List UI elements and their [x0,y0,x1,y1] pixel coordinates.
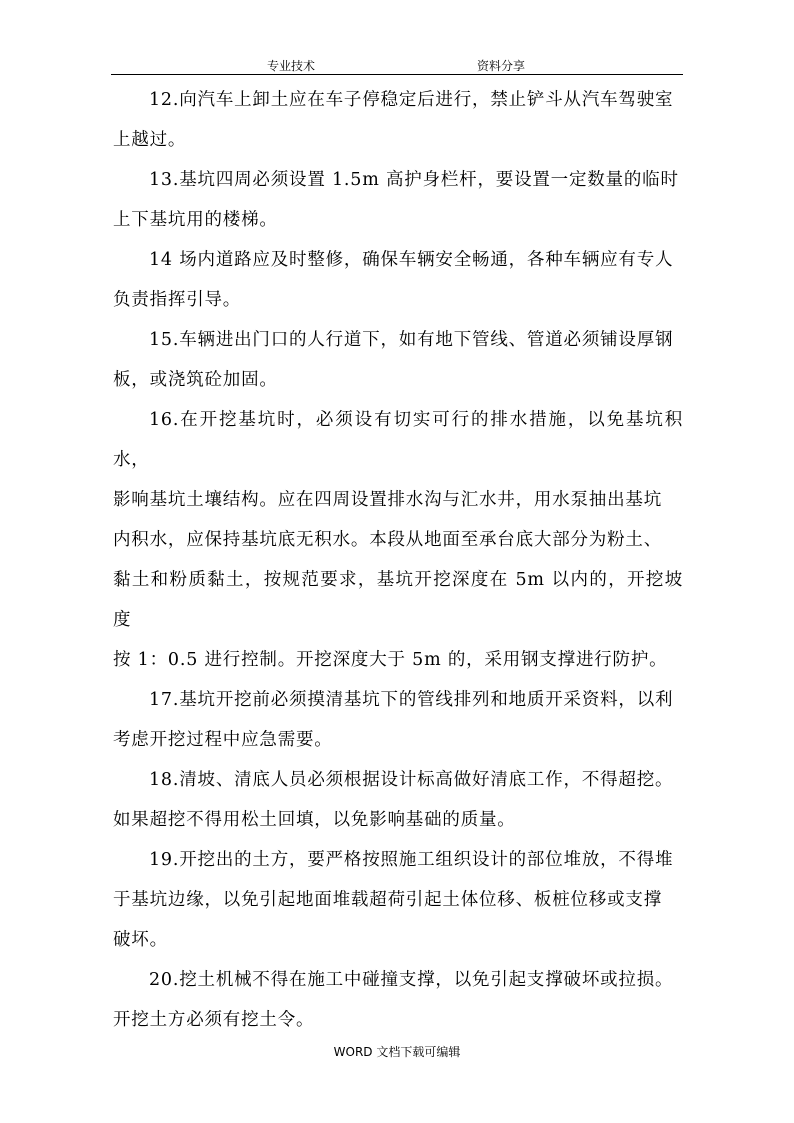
header-left-text: 专业技术 [267,59,316,73]
paragraph-14: 14 场内道路应及时整修，确保车辆安全畅通，各种车辆应有专人 负责指挥引导。 [113,250,674,310]
page-footer: WORD 文档下载可编辑 [333,1045,461,1059]
paragraph-13: 13.基坑四周必须设置 1.5m 高护身栏杆，要设置一定数量的临时 上下基坑用的楼梯。 [113,170,679,230]
paragraph-20: 20.挖土机械不得在施工中碰撞支撑，以免引起支撑破坏或拉损。 开挖土方必须有挖土令。 [113,970,674,1030]
paragraph-16: 16.在开挖基坑时，必须设有切实可行的排水措施，以免基坑积水， 影响基坑土壤结构。应在四周设置排水沟与汇水井，用水泵抽出基坑 内积水，应保持基坑底无积水。本段从地面至承台底大部分为粉土、 黏土和粉质黏土，按规范要求，基坑开挖深度在 5m 以内的，开挖坡度 按 1：0.5 进行控制。开挖深度大于 5m 的，采用钢支撑进行防护。 [113,410,683,670]
document-body [113,80,683,1040]
paragraph-19: 19.开挖出的土方，要严格按照施工组织设计的部位堆放，不得堆 于基坑边缘，以免引起地面堆载超荷引起土体位移、板桩位移或支撑 破坏。 [113,850,674,950]
paragraph-15: 15.车辆进出门口的人行道下，如有地下管线、管道必须铺设厚钢 板，或浇筑砼加固。 [113,330,674,390]
paragraph-18: 18.清坡、清底人员必须根据设计标高做好清底工作，不得超挖。 如果超挖不得用松土回填，以免影响基础的质量。 [113,770,674,830]
paragraph-12: 12.向汽车上卸土应在车子停稳定后进行，禁止铲斗从汽车驾驶室 上越过。 [113,90,674,150]
page-header [111,54,683,75]
header-right-text: 资料分享 [477,59,526,73]
paragraph-17: 17.基坑开挖前必须摸清基坑下的管线排列和地质开采资料，以利 考虑开挖过程中应急需要。 [113,690,674,750]
